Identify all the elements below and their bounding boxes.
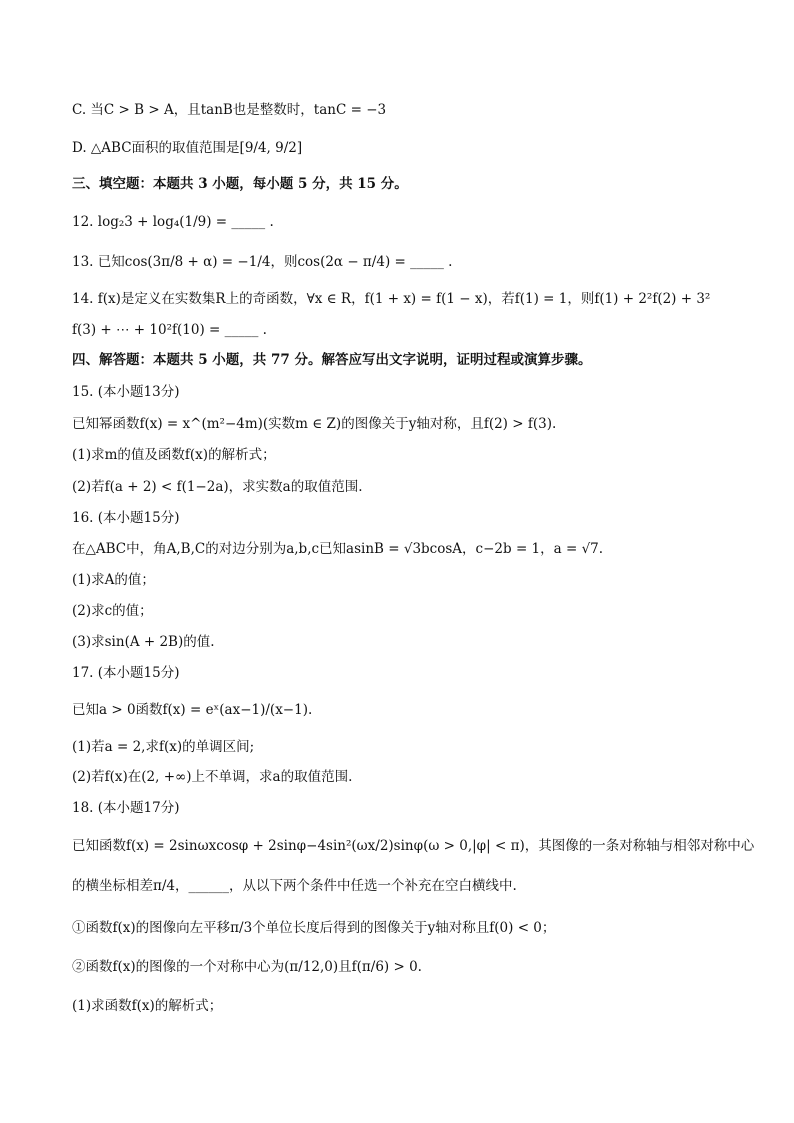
question-16-part-3: (3)求sin(A + 2B)的值. (72, 634, 215, 650)
question-18-stem-line-2: 的横坐标相差π/4，______，从以下两个条件中任选一个补充在空白横线中. (72, 878, 517, 894)
question-14-line-2: f(3) + ⋯ + 10²f(10) = _____ . (72, 322, 267, 338)
question-15-part-1: (1)求m的值及函数f(x)的解析式； (72, 447, 276, 463)
question-16-part-1: (1)求A的值； (72, 572, 155, 588)
question-18-stem-line-1: 已知函数f(x) = 2sinωxcosφ + 2sinφ−4sin²(ωx/2)sinφ(ω > 0,|φ| < π)，其图像的一条对称轴与相邻对称中心 (72, 838, 755, 854)
question-17-part-1: (1)若a = 2,求f(x)的单调区间; (72, 739, 255, 755)
option-d: D. △ABC面积的取值范围是[9/4, 9/2] (72, 140, 303, 156)
question-18-part-1: (1)求函数f(x)的解析式； (72, 998, 223, 1014)
question-14-line-1: 14. f(x)是定义在实数集R上的奇函数，∀x ∈ R，f(1 + x) = f(1 − x)，若f(1) = 1，则f(1) + 2²f(2) + 3² (72, 291, 711, 307)
question-12: 12. log₂3 + log₄(1/9) = _____ . (72, 214, 274, 230)
question-15-part-2: (2)若f(a + 2) < f(1−2a)，求实数a的取值范围. (72, 479, 363, 495)
question-16-part-2: (2)求c的值； (72, 603, 153, 619)
question-18-condition-1: ①函数f(x)的图像向左平移π/3个单位长度后得到的图像关于y轴对称且f(0) < 0； (72, 920, 556, 936)
question-18-heading: 18. (本小题17分) (72, 800, 180, 816)
section-fill-in-heading: 三、填空题：本题共 3 小题，每小题 5 分，共 15 分。 (72, 176, 408, 192)
question-15-stem: 已知幂函数f(x) = x^(m²−4m)(实数m ∈ Z)的图像关于y轴对称，且f(2) > f(3). (72, 416, 557, 432)
question-16-heading: 16. (本小题15分) (72, 510, 180, 526)
question-17-part-2: (2)若f(x)在(2, +∞)上不单调，求a的取值范围. (72, 769, 353, 785)
question-18-condition-2: ②函数f(x)的图像的一个对称中心为(π/12,0)且f(π/6) > 0. (72, 959, 422, 975)
question-15-heading: 15. (本小题13分) (72, 384, 180, 400)
question-16-stem: 在△ABC中，角A,B,C的对边分别为a,b,c已知asinB = √3bcosA，c−2b = 1，a = √7. (72, 541, 604, 557)
option-c: C. 当C > B > A，且tanB也是整数时，tanC = −3 (72, 102, 387, 118)
question-17-heading: 17. (本小题15分) (72, 665, 180, 681)
question-13: 13. 已知cos(3π/8 + α) = −1/4，则cos(2α − π/4) = _____ . (72, 254, 453, 270)
question-17-stem: 已知a > 0函数f(x) = eˣ(ax−1)/(x−1). (72, 702, 313, 718)
section-answer-heading: 四、解答题：本题共 5 小题，共 77 分。解答应写出文字说明，证明过程或演算步骤。 (72, 352, 592, 368)
